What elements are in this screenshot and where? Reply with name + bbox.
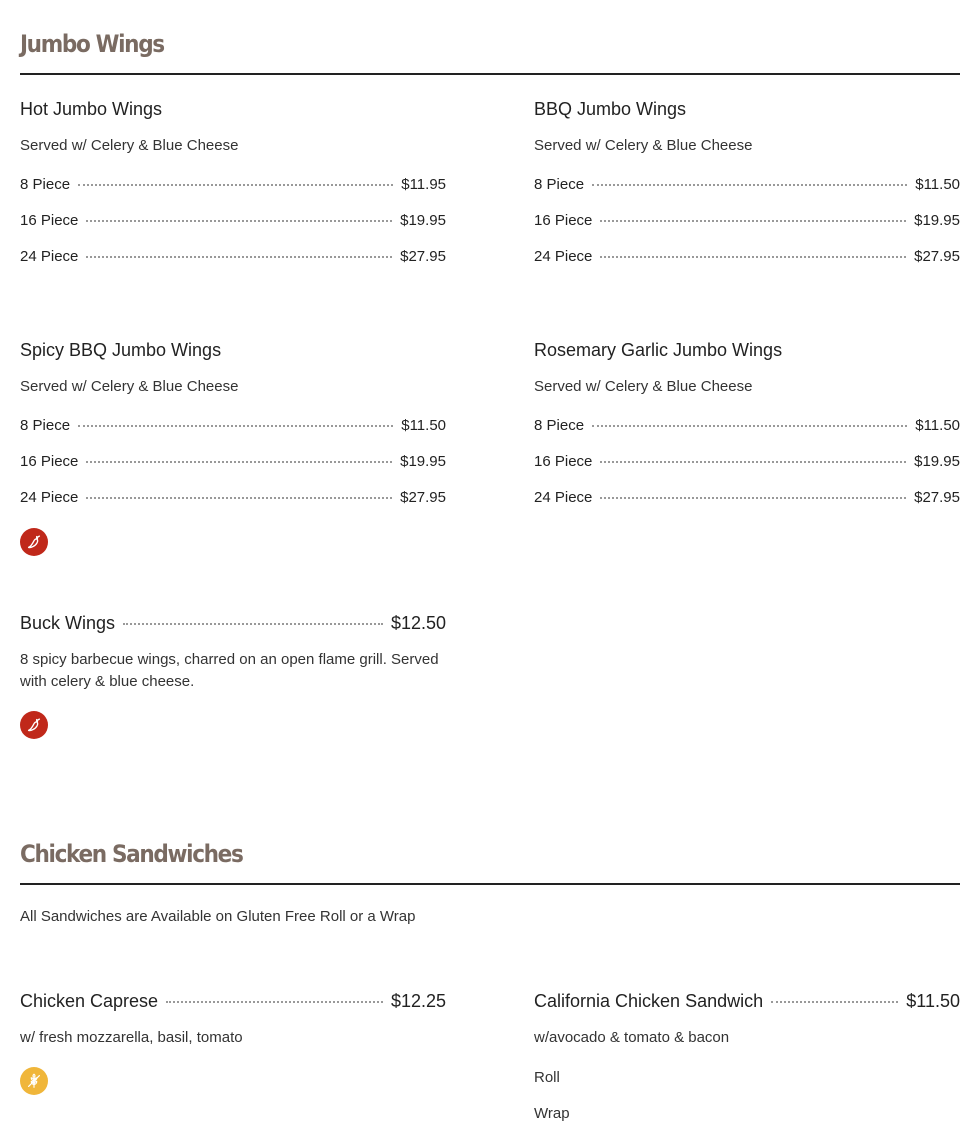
portion-label: 8 Piece <box>534 176 585 193</box>
leader-dots <box>86 256 392 258</box>
item-name-chicken-caprese: Chicken Caprese <box>20 991 159 1011</box>
leader-dots <box>600 256 906 258</box>
item-description: Served w/ Celery & Blue Cheese <box>20 378 239 395</box>
section-note: All Sandwiches are Available on Gluten Free Roll or a Wrap <box>20 908 416 925</box>
leader-dots <box>592 184 907 186</box>
item-name-california-chicken-sandwich: California Chicken Sandwich <box>534 991 764 1011</box>
item-description: Served w/ Celery & Blue Cheese <box>534 378 753 395</box>
chili-pepper-icon <box>20 711 48 739</box>
item-name-hot-jumbo-wings: Hot Jumbo Wings <box>20 99 163 119</box>
portion-label: 16 Piece <box>20 453 79 470</box>
leader-dots <box>86 461 392 463</box>
portion-label: 24 Piece <box>20 248 79 265</box>
leader-dots <box>600 220 906 222</box>
price: $12.50 <box>390 613 446 633</box>
leader-dots <box>86 497 392 499</box>
item-header-california-chicken-sandwich <box>534 991 960 1012</box>
price: $11.95 <box>401 176 446 193</box>
item-header-buck-wings <box>20 613 446 634</box>
leader-dots <box>86 220 392 222</box>
portion-label: 24 Piece <box>20 489 79 506</box>
price: $12.25 <box>390 991 446 1011</box>
item-header-chicken-caprese <box>20 991 446 1012</box>
price-row <box>534 248 960 265</box>
price-row <box>534 176 960 193</box>
portion-label: 8 Piece <box>534 417 585 434</box>
price: $11.50 <box>915 176 960 193</box>
item-description: w/ fresh mozzarella, basil, tomato <box>20 1029 243 1046</box>
leader-dots <box>600 461 906 463</box>
leader-dots <box>166 1001 383 1003</box>
portion-label: 16 Piece <box>20 212 79 229</box>
item-name-bbq-jumbo-wings: BBQ Jumbo Wings <box>534 99 687 119</box>
portion-label: 8 Piece <box>20 417 71 434</box>
price: $11.50 <box>915 417 960 434</box>
leader-dots <box>600 497 906 499</box>
leader-dots <box>771 1001 898 1003</box>
price-row <box>20 176 446 193</box>
price-row <box>20 453 446 470</box>
option-wrap: Wrap <box>534 1105 570 1122</box>
portion-label: 24 Piece <box>534 248 593 265</box>
leader-dots <box>123 623 383 625</box>
price: $27.95 <box>914 248 960 265</box>
section-title-chicken-sandwiches: Chicken Sandwiches <box>20 840 243 868</box>
portion-label: 16 Piece <box>534 453 593 470</box>
price: $27.95 <box>914 489 960 506</box>
gluten-free-icon <box>20 1067 48 1095</box>
portion-label: 8 Piece <box>20 176 71 193</box>
leader-dots <box>592 425 907 427</box>
item-description: 8 spicy barbecue wings, charred on an open flame grill. Served with celery & blue cheese. <box>20 651 439 690</box>
item-description: Served w/ Celery & Blue Cheese <box>534 137 753 154</box>
section-divider <box>20 73 960 75</box>
price-row <box>534 453 960 470</box>
leader-dots <box>78 184 393 186</box>
section-divider <box>20 883 960 885</box>
price: $19.95 <box>914 212 960 229</box>
price-row <box>534 212 960 229</box>
price: $19.95 <box>400 212 446 229</box>
price: $11.50 <box>401 417 446 434</box>
portion-label: 16 Piece <box>534 212 593 229</box>
item-description: w/avocado & tomato & bacon <box>534 1029 730 1046</box>
price-row <box>20 248 446 265</box>
portion-label: 24 Piece <box>534 489 593 506</box>
price: $27.95 <box>400 248 446 265</box>
chili-pepper-icon <box>20 528 48 556</box>
price: $27.95 <box>400 489 446 506</box>
price: $19.95 <box>400 453 446 470</box>
price-row <box>20 212 446 229</box>
price: $19.95 <box>914 453 960 470</box>
leader-dots <box>78 425 393 427</box>
item-name-rosemary-garlic-jumbo-wings: Rosemary Garlic Jumbo Wings <box>534 340 783 360</box>
item-name-spicy-bbq-jumbo-wings: Spicy BBQ Jumbo Wings <box>20 340 222 360</box>
item-name-buck-wings: Buck Wings <box>20 613 116 633</box>
item-description: Served w/ Celery & Blue Cheese <box>20 137 239 154</box>
price-row <box>534 489 960 506</box>
option-roll: Roll <box>534 1069 560 1086</box>
price-row <box>534 417 960 434</box>
section-title-jumbo-wings: Jumbo Wings <box>20 30 164 58</box>
price-row <box>20 489 446 506</box>
price: $11.50 <box>906 991 960 1011</box>
price-row <box>20 417 446 434</box>
